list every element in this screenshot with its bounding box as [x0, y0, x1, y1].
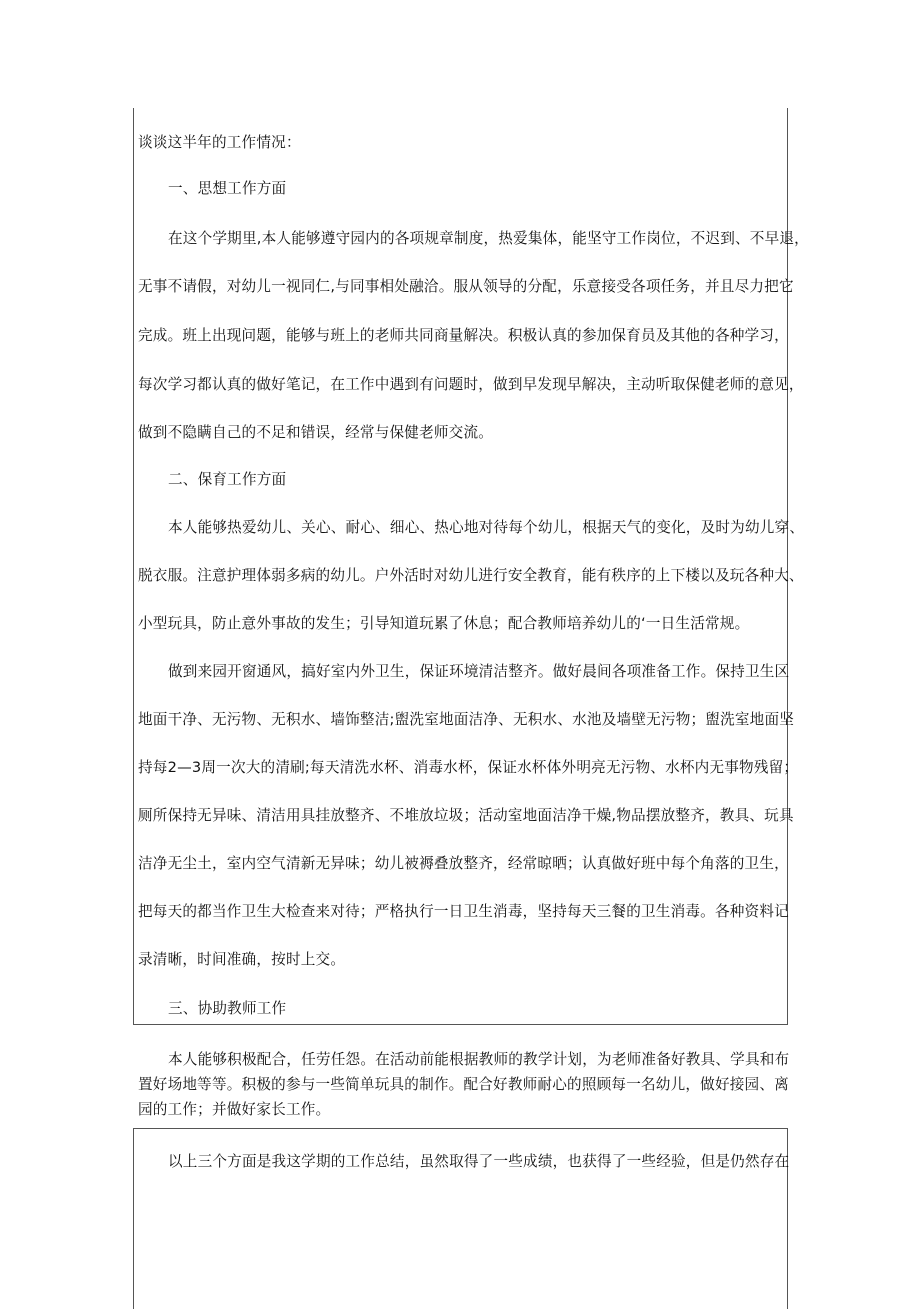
- intro-line: 谈谈这半年的工作情况：: [138, 134, 301, 151]
- section2-para2-line: 持每2—3周一次大的清刷;每天清洗水杯、消毒水杯，保证水杯体外明亮无污物、水杯内无事物残留；: [138, 759, 799, 776]
- section2-para1-line: 本人能够热爱幼儿、关心、耐心、细心、热心地对待每个幼儿，根据天气的变化，及时为幼儿穿、: [168, 519, 805, 536]
- conclusion-line: 以上三个方面是我这学期的工作总结，虽然取得了一些成绩，也获得了一些经验，但是仍然存在: [168, 1153, 790, 1170]
- section1-heading: 一、思想工作方面: [168, 180, 287, 197]
- section2-heading: 二、保育工作方面: [168, 471, 287, 488]
- section1-line: 完成。班上出现问题，能够与班上的老师共同商量解决。积极认真的参加保育员及其他的各种学习，: [138, 327, 789, 344]
- section1-line: 每次学习都认真的做好笔记，在工作中遇到有问题时，做到早发现早解决，主动听取保健老师的意见，: [138, 376, 804, 393]
- section2-para2-line: 厕所保持无异味、清洁用具挂放整齐、不堆放垃圾；活动室地面洁净干燥,物品摆放整齐，教具、玩具: [138, 807, 794, 824]
- section3-line: 置好场地等等。积极的参与一些简单玩具的制作。配合好教师耐心的照顾每一名幼儿，做好接园、离: [138, 1076, 789, 1093]
- section2-para2-line: 做到来园开窗通风，搞好室内外卫生，保证环境清洁整齐。做好晨间各项准备工作。保持卫生区: [168, 663, 790, 680]
- section2-para2-line: 把每天的都当作卫生大检查来对待；严格执行一日卫生消毒，坚持每天三餐的卫生消毒。各种资料记: [138, 903, 789, 920]
- section3-heading: 三、协助教师工作: [168, 1000, 287, 1017]
- section2-para1-line: 脱衣服。注意护理体弱多病的幼儿。户外活时对幼儿进行安全教育，能有秩序的上下楼以及玩各种大、: [138, 567, 804, 584]
- section2-para1-line: 小型玩具，防止意外事故的发生；引导知道玩累了休息；配合教师培养幼儿的‘一日生活常规。: [138, 615, 750, 632]
- section1-line: 在这个学期里,本人能够遵守园内的各项规章制度，热爱集体，能坚守工作岗位，不迟到、不早退，: [168, 230, 809, 247]
- section1-line: 无事不请假，对幼儿一视同仁,与同事相处融洽。服从领导的分配，乐意接受各项任务，并且尽力把它: [138, 278, 794, 295]
- section2-para2-line: 录清晰，时间准确，按时上交。: [138, 951, 346, 968]
- section3-line: 园的工作；并做好家长工作。: [138, 1101, 331, 1118]
- section3-line: 本人能够积极配合，任劳任怨。在活动前能根据教师的教学计划，为老师准备好教具、学具和布: [168, 1051, 790, 1068]
- section2-para2-line: 洁净无尘土，室内空气清新无异味；幼儿被褥叠放整齐，经常晾晒；认真做好班中每个角落的卫生，: [138, 855, 789, 872]
- section2-para2-line: 地面干净、无污物、无积水、墙饰整洁;盥洗室地面洁净、无积水、水池及墙壁无污物；盥洗室地面坚: [138, 711, 795, 728]
- section1-line: 做到不隐瞒自己的不足和错误，经常与保健老师交流。: [138, 424, 494, 441]
